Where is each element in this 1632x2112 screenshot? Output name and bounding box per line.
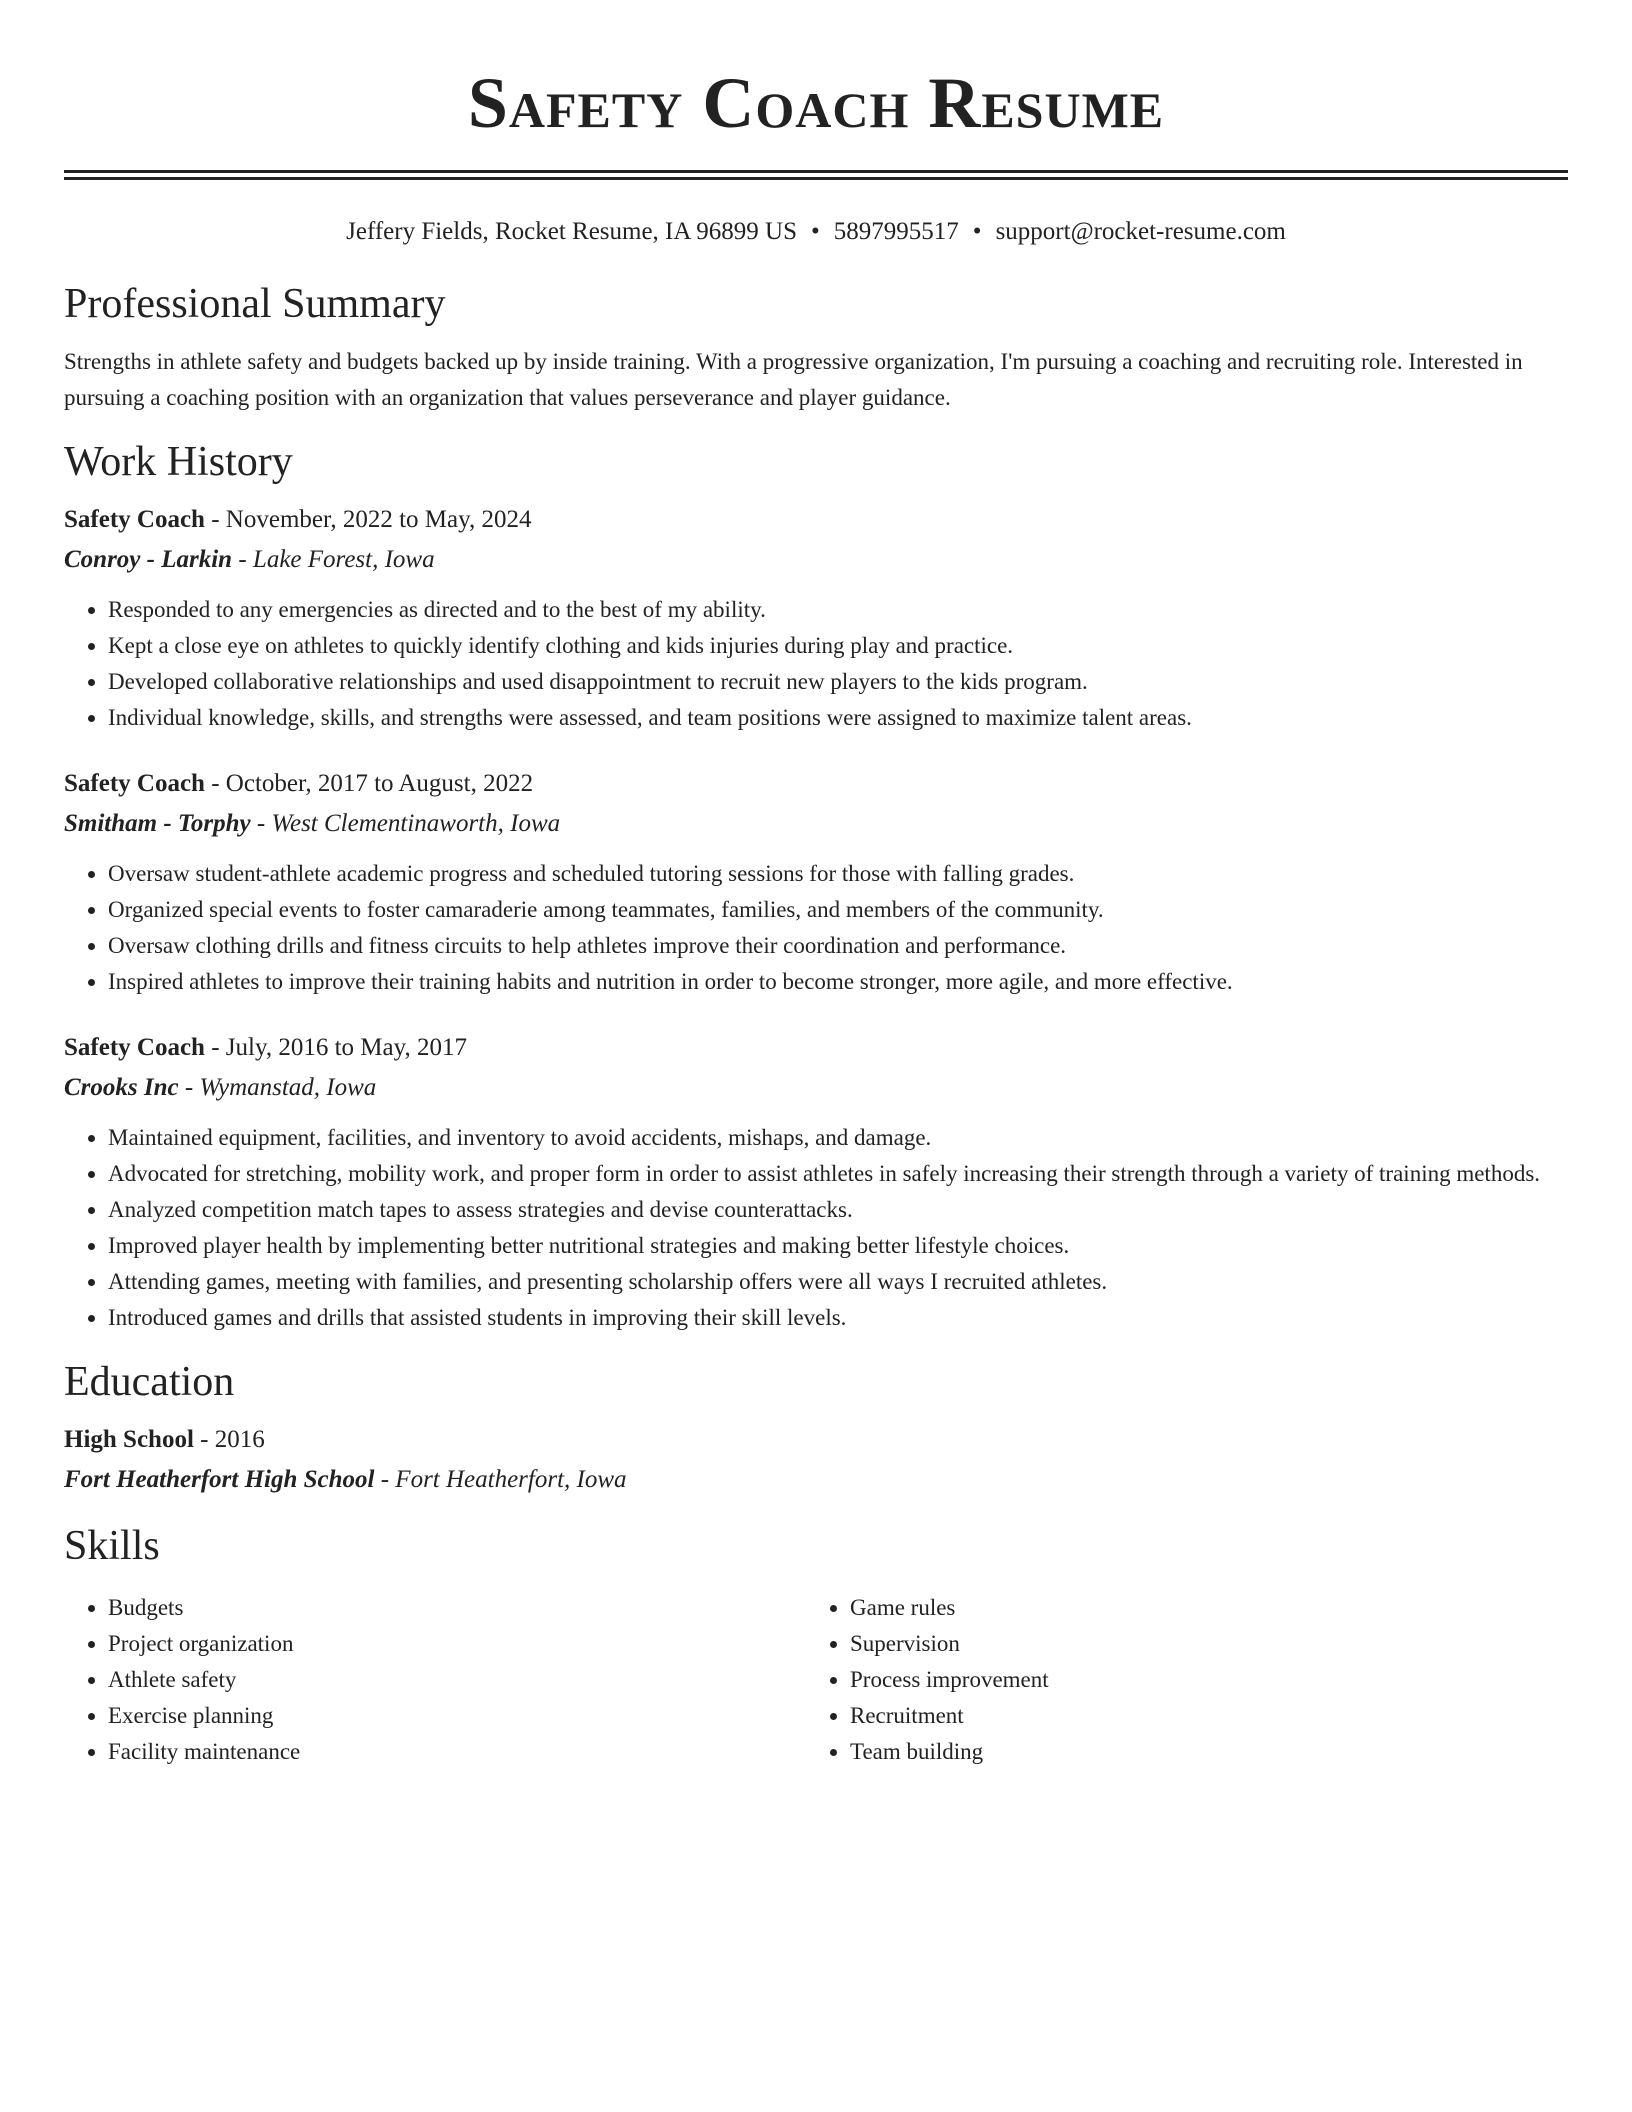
list-item: • Attending games, meeting with families, and presenting scholarship offers were all ways I recruited athletes.	[108, 1264, 1568, 1300]
skill-item: • Process improvement	[850, 1662, 1548, 1698]
job-location: Lake Forest, Iowa	[252, 546, 435, 573]
job-title: Safety Coach	[64, 770, 205, 797]
list-item: • Developed collaborative relationships and used disappointment to recruit new players to the kids program.	[108, 664, 1568, 700]
summary-heading: Professional Summary	[64, 281, 446, 327]
list-item: • Oversaw student-athlete academic progress and scheduled tutoring sessions for those with falling grades.	[108, 856, 1568, 892]
job-title: Safety Coach	[64, 506, 205, 533]
education-school: Fort Heatherfort High School	[64, 1466, 375, 1493]
skills-list-right	[806, 1590, 1548, 1770]
skill-item: • Supervision	[850, 1626, 1548, 1662]
list-item: • Advocated for stretching, mobility work, and proper form in order to assist athletes in safely increasing their strength through a variety of training methods.	[108, 1156, 1568, 1192]
education-school-line: Fort Heatherfort High School - Fort Heatherfort, Iowa	[64, 1466, 627, 1493]
skill-item: • Athlete safety	[108, 1662, 806, 1698]
education-entry	[64, 1422, 1568, 1498]
skills-heading: Skills	[64, 1523, 160, 1569]
page-title: Safety Coach Resume	[467, 63, 1165, 143]
job-title-line: Safety Coach - November, 2022 to May, 2024	[64, 506, 532, 533]
skill-item: • Recruitment	[850, 1698, 1548, 1734]
skills-list-left	[64, 1590, 806, 1770]
job-bullets	[64, 856, 1568, 1000]
education-location: Fort Heatherfort, Iowa	[395, 1466, 627, 1493]
contact-phone: 5897995517	[833, 218, 959, 245]
job-entry	[64, 1030, 1568, 1336]
skill-item: • Budgets	[108, 1590, 806, 1626]
skill-item: • Game rules	[850, 1590, 1548, 1626]
education-degree-line: High School - 2016	[64, 1426, 265, 1453]
contact-line	[64, 216, 1568, 248]
skill-item: • Team building	[850, 1734, 1548, 1770]
education-degree: High School	[64, 1426, 194, 1453]
job-title-line: Safety Coach - October, 2017 to August, 2022	[64, 770, 534, 797]
job-entry	[64, 502, 1568, 736]
list-item: • Organized special events to foster camaraderie among teammates, families, and members of the community.	[108, 892, 1568, 928]
list-item: • Improved player health by implementing better nutritional strategies and making better lifestyle choices.	[108, 1228, 1568, 1264]
skills-columns	[64, 1590, 1568, 1770]
list-item: • Individual knowledge, skills, and strengths were assessed, and team positions were assigned to maximize talent areas.	[108, 700, 1568, 736]
job-dates: July, 2016 to May, 2017	[225, 1034, 467, 1061]
skill-item: • Project organization	[108, 1626, 806, 1662]
education-heading: Education	[64, 1359, 235, 1405]
contact-address: Jeffery Fields, Rocket Resume, IA 96899 US	[346, 218, 798, 245]
education-year: 2016	[214, 1426, 265, 1453]
job-company: Crooks Inc	[64, 1074, 179, 1101]
list-item: • Responded to any emergencies as directed and to the best of my ability.	[108, 592, 1568, 628]
contact-separator: •	[811, 218, 820, 245]
list-item: • Maintained equipment, facilities, and inventory to avoid accidents, mishaps, and damage.	[108, 1120, 1568, 1156]
title-divider	[64, 170, 1568, 180]
job-company-line: Smitham - Torphy - West Clementinaworth, Iowa	[64, 810, 561, 837]
job-location: West Clementinaworth, Iowa	[271, 810, 561, 837]
list-item: • Oversaw clothing drills and fitness circuits to help athletes improve their coordination and performance.	[108, 928, 1568, 964]
list-item: • Analyzed competition match tapes to assess strategies and devise counterattacks.	[108, 1192, 1568, 1228]
list-item: • Introduced games and drills that assisted students in improving their skill levels.	[108, 1300, 1568, 1336]
contact-email[interactable]: support@rocket-resume.com	[995, 218, 1286, 245]
job-company: Conroy - Larkin	[64, 546, 233, 573]
list-item: • Inspired athletes to improve their training habits and nutrition in order to become stronger, more agile, and more effective.	[108, 964, 1568, 1000]
job-dates: November, 2022 to May, 2024	[225, 506, 532, 533]
skill-item: • Exercise planning	[108, 1698, 806, 1734]
job-location: Wymanstad, Iowa	[199, 1074, 377, 1101]
job-bullets	[64, 592, 1568, 736]
job-company: Smitham - Torphy	[64, 810, 251, 837]
work-history-heading: Work History	[64, 439, 293, 485]
job-entry	[64, 766, 1568, 1000]
list-item: • Kept a close eye on athletes to quickly identify clothing and kids injuries during play and practice.	[108, 628, 1568, 664]
summary-text: Strengths in athlete safety and budgets backed up by inside training. With a progressive organization, I'm pursuing a coaching and recruiting role. Interested in pursuing a coaching position with an organization that values perseverance and player guidance.	[64, 349, 1523, 410]
job-title-line: Safety Coach - July, 2016 to May, 2017	[64, 1034, 467, 1061]
contact-separator: •	[972, 218, 982, 245]
job-title: Safety Coach	[64, 1034, 205, 1061]
job-company-line: Crooks Inc - Wymanstad, Iowa	[64, 1074, 377, 1101]
job-company-line: Conroy - Larkin - Lake Forest, Iowa	[64, 546, 435, 573]
job-dates: October, 2017 to August, 2022	[225, 770, 534, 797]
job-bullets	[64, 1120, 1568, 1336]
skill-item: • Facility maintenance	[108, 1734, 806, 1770]
